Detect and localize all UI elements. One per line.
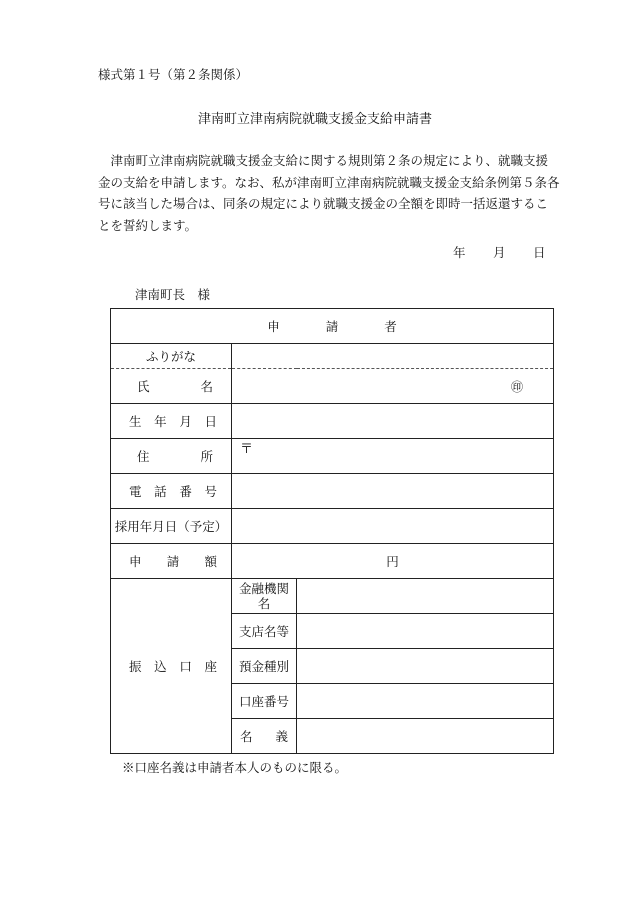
header-char: 請 [325, 319, 339, 334]
header-char: 申 [267, 319, 280, 334]
amount-field[interactable] [232, 544, 554, 579]
amount-row [111, 544, 554, 579]
deposit-type-field[interactable] [297, 649, 554, 684]
declaration-paragraph [98, 150, 560, 236]
furigana-label: ふりがな [111, 344, 232, 369]
amount-label [111, 544, 232, 579]
address-field[interactable] [232, 439, 554, 474]
birthdate-label [111, 404, 232, 439]
declaration-text: 津南町立津南病院就職支援金支給に関する規則第２条の規定により、就職支援金の支給を申請します。なお、私が津南町立津南病院就職支援金支給条例第５条各号に該当した場合は、同条の規定により就職支援金の全額を即時一括返還することを誓約します。 [98, 153, 560, 233]
phone-label [111, 474, 232, 509]
application-table [110, 308, 554, 754]
furigana-row [111, 344, 554, 369]
birthdate-row [111, 404, 554, 439]
label-char: 住 [137, 449, 150, 464]
label-char: 生 [129, 414, 142, 429]
account-number-label: 口座番号 [232, 684, 297, 719]
bank-name-row [111, 579, 554, 614]
footnote: ※口座名義は申請者本人のものに限る。 [122, 760, 348, 775]
label-char: 電 [129, 484, 142, 499]
label-char: 氏 [137, 379, 150, 394]
address-row [111, 439, 554, 474]
seal-mark: ㊞ [510, 379, 523, 394]
label-char: 日 [204, 414, 217, 429]
hire-date-row [111, 509, 554, 544]
name-field[interactable] [232, 369, 554, 404]
label-char: 振 [129, 659, 142, 674]
applicant-header [111, 309, 554, 344]
bank-name-label [232, 579, 297, 614]
form-number: 様式第１号（第２条関係） [98, 67, 249, 82]
label-char: 名 [200, 379, 213, 394]
bank-name-field[interactable] [297, 579, 554, 614]
label-char: 込 [154, 659, 167, 674]
date-year: 年 [453, 245, 466, 260]
document-title: 津南町立津南病院就職支援金支給申請書 [197, 112, 432, 127]
label-char: 月 [179, 414, 192, 429]
yen-unit: 円 [386, 554, 399, 569]
account-number-field[interactable] [297, 684, 554, 719]
name-label [111, 369, 232, 404]
table-header-row [111, 309, 554, 344]
label-char: 義 [275, 729, 288, 744]
phone-row [111, 474, 554, 509]
furigana-field[interactable] [232, 344, 554, 369]
label-char: 号 [204, 484, 217, 499]
date-line [453, 243, 546, 261]
label-char: 座 [204, 659, 217, 674]
account-holder-field[interactable] [297, 719, 554, 754]
address-label [111, 439, 232, 474]
label-char: 請 [166, 554, 180, 569]
label-char: 話 [154, 484, 167, 499]
name-row [111, 369, 554, 404]
transfer-account-label [111, 579, 232, 754]
date-day: 日 [533, 245, 546, 260]
hire-date-field[interactable] [232, 509, 554, 544]
phone-field[interactable] [232, 474, 554, 509]
branch-field[interactable] [297, 614, 554, 649]
label-char: 申 [129, 554, 142, 569]
birthdate-field[interactable] [232, 404, 554, 439]
bank-name-text: 金融機関名 [238, 581, 289, 611]
deposit-type-label: 預金種別 [232, 649, 297, 684]
account-holder-label [232, 719, 297, 754]
addressee: 津南町長 様 [135, 287, 211, 302]
header-char: 者 [384, 319, 397, 334]
date-month: 月 [493, 245, 506, 260]
label-char: 額 [204, 554, 217, 569]
label-char: 年 [154, 414, 167, 429]
postal-mark: 〒 [240, 441, 254, 457]
hire-date-label: 採用年月日（予定） [111, 509, 232, 544]
branch-label: 支店名等 [232, 614, 297, 649]
label-char: 所 [200, 449, 213, 464]
label-char: 番 [179, 484, 192, 499]
label-char: 名 [240, 729, 253, 744]
label-char: 口 [179, 659, 192, 674]
